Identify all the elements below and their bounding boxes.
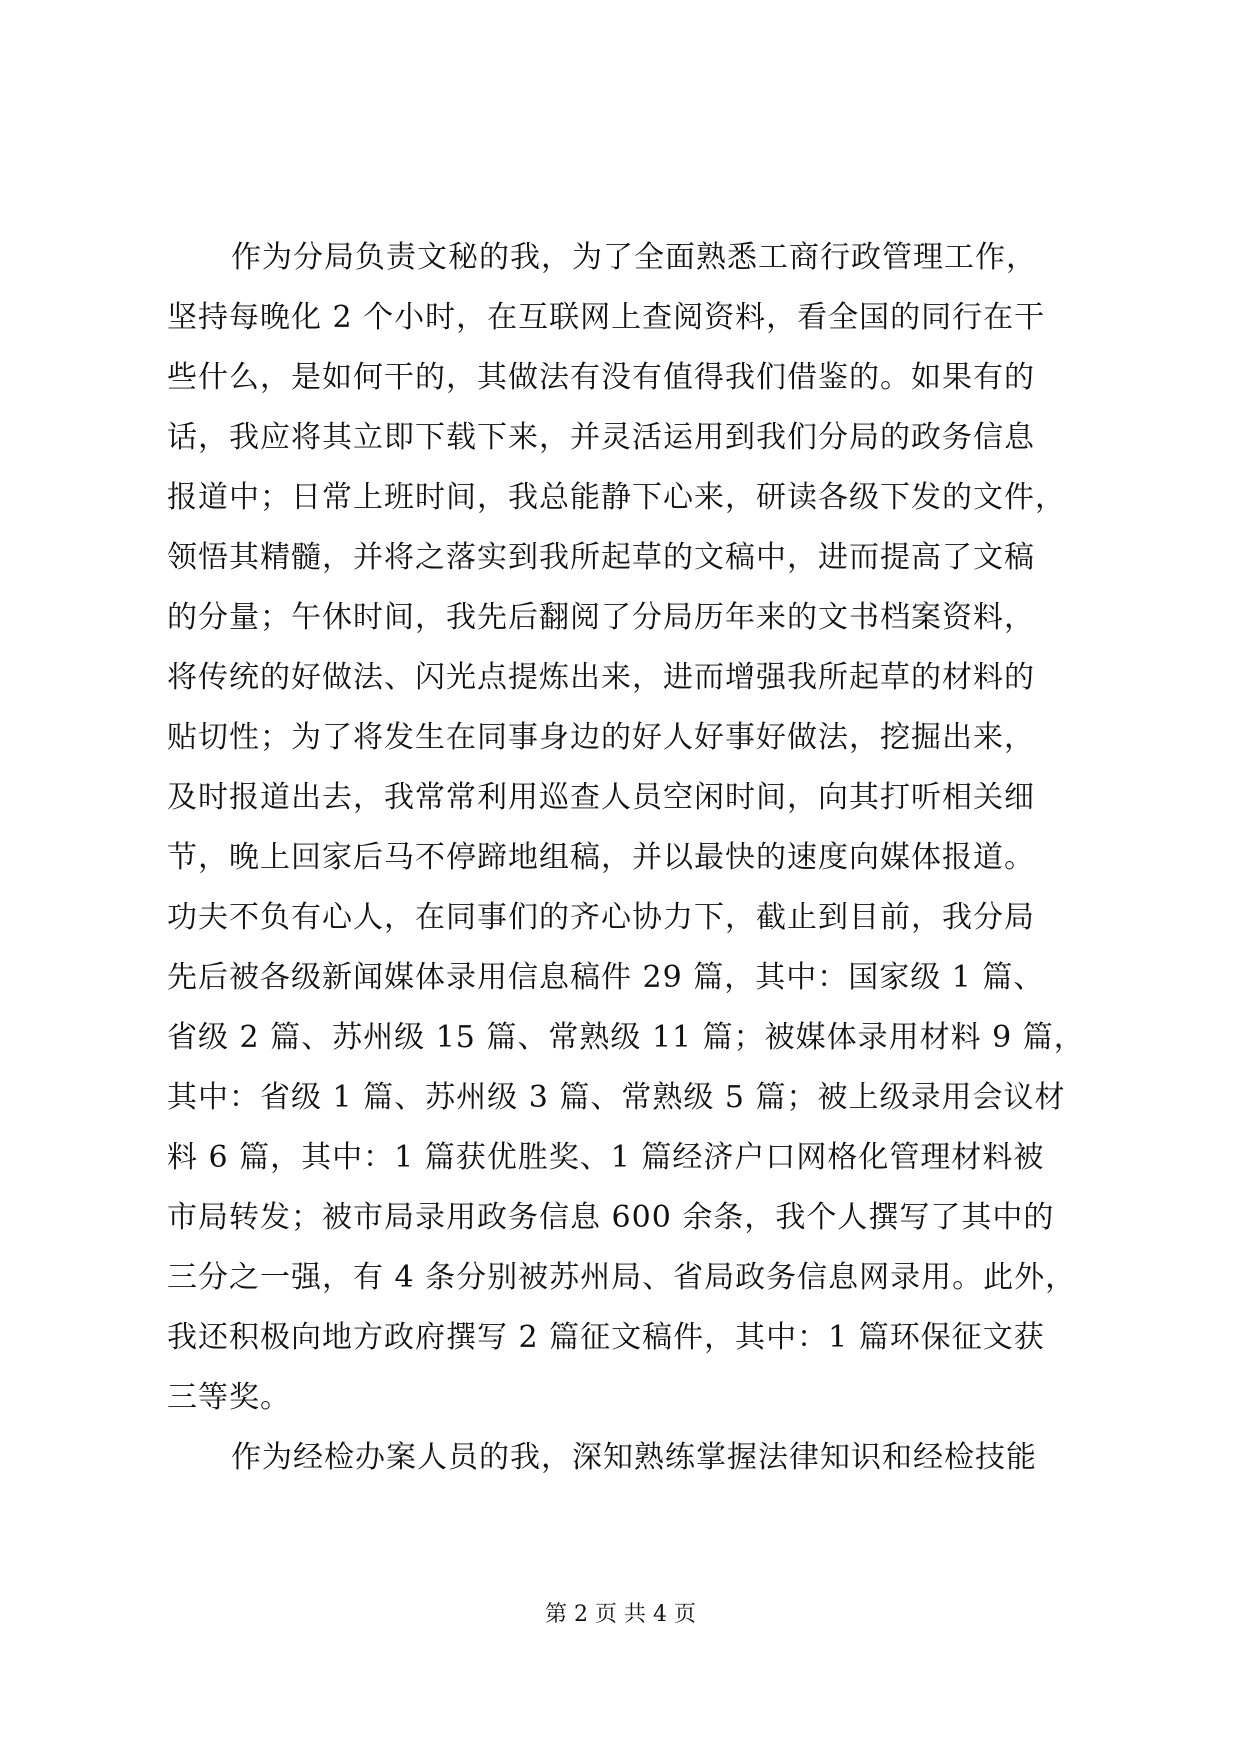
paragraph-line: 功夫不负有心人，在同事们的齐心协力下，截止到目前，我分局 <box>167 900 1035 935</box>
paragraph-line: 作为分局负责文秘的我，为了全面熟悉工商行政管理工作， <box>231 240 1037 275</box>
paragraph-line: 话，我应将其立即下载下来，并灵活运用到我们分局的政务信息 <box>167 420 1035 455</box>
paragraph-line: 作为经检办案人员的我，深知熟练掌握法律知识和经检技能 <box>231 1440 1037 1475</box>
paragraph-line: 些什么，是如何干的，其做法有没有值得我们借鉴的。如果有的 <box>167 360 1035 395</box>
paragraph-line: 三分之一强，有 4 条分别被苏州局、省局政务信息网录用。此外， <box>167 1260 1077 1295</box>
paragraph-line: 先后被各级新闻媒体录用信息稿件 29 篇，其中：国家级 1 篇、 <box>167 960 1045 995</box>
page-number-footer: 第 2 页 共 4 页 <box>545 1602 696 1627</box>
paragraph-line: 坚持每晚化 2 个小时，在互联网上查阅资料，看全国的同行在干 <box>167 300 1046 335</box>
paragraph-line: 我还积极向地方政府撰写 2 篇征文稿件，其中：1 篇环保征文获 <box>167 1320 1045 1355</box>
paragraph-line: 三等奖。 <box>167 1380 291 1415</box>
document-body <box>167 228 1087 1488</box>
paragraph-line: 料 6 篇，其中：1 篇获优胜奖、1 篇经济户口网格化管理材料被 <box>167 1140 1045 1175</box>
paragraph-line: 及时报道出去，我常常利用巡查人员空闲时间，向其打听相关细 <box>167 780 1035 815</box>
paragraph-line: 的分量；午休时间，我先后翻阅了分局历年来的文书档案资料， <box>167 600 1035 635</box>
paragraph-line: 其中：省级 1 篇、苏州级 3 篇、常熟级 5 篇；被上级录用会议材 <box>167 1080 1066 1115</box>
paragraph-line: 节，晚上回家后马不停蹄地组稿，并以最快的速度向媒体报道。 <box>167 840 1035 875</box>
paragraph-line: 省级 2 篇、苏州级 15 篇、常熟级 11 篇；被媒体录用材料 9 篇， <box>167 1020 1085 1055</box>
paragraph-line: 报道中；日常上班时间，我总能静下心来，研读各级下发的文件， <box>167 480 1066 515</box>
paragraph-line: 贴切性；为了将发生在同事身边的好人好事好做法，挖掘出来， <box>167 720 1035 755</box>
paragraph-line: 市局转发；被市局录用政务信息 600 余条，我个人撰写了其中的 <box>167 1200 1055 1235</box>
paragraph-line: 将传统的好做法、闪光点提炼出来，进而增强我所起草的材料的 <box>167 660 1035 695</box>
paragraph-line: 领悟其精髓，并将之落实到我所起草的文稿中，进而提高了文稿 <box>167 540 1035 575</box>
